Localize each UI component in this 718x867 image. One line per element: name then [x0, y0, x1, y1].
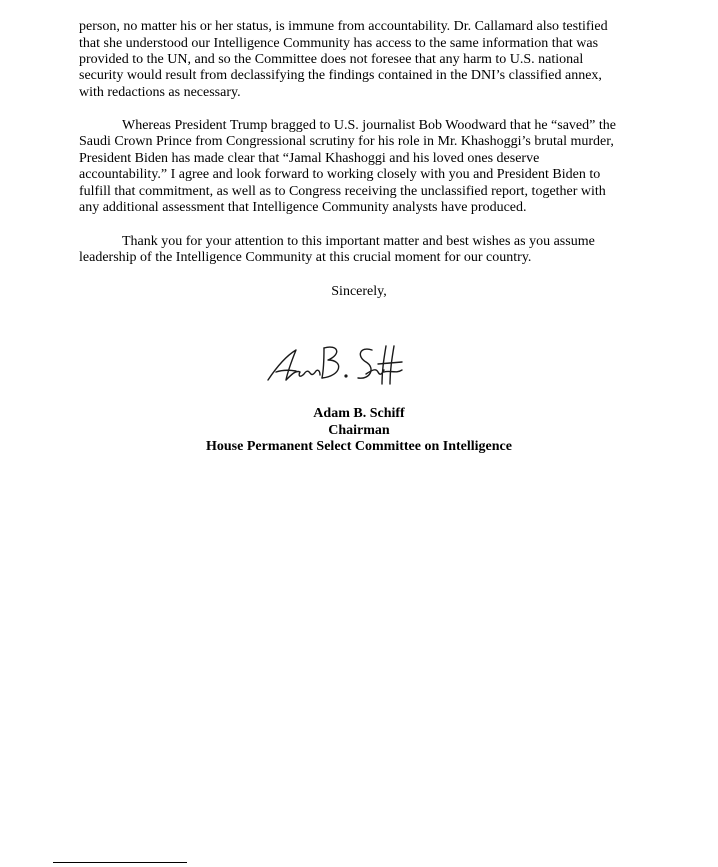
paragraph-1-line-3: provided to the UN, and so the Committee does not foresee that any harm to U.S. national	[79, 52, 584, 67]
paragraph-3-line-1: Thank you for your attention to this important matter and best wishes as you assume	[122, 234, 595, 249]
paragraph-1-line-4: security would result from declassifying the findings contained in the DNI’s classified annex,	[79, 68, 602, 83]
handwritten-signature	[262, 340, 412, 390]
paragraph-1-line-1: person, no matter his or her status, is immune from accountability. Dr. Callamard also testified	[79, 19, 608, 34]
paragraph-2-line-3: President Biden has made clear that “Jamal Khashoggi and his loved ones deserve	[79, 151, 540, 166]
paragraph-1-line-2: that she understood our Intelligence Community has access to the same information that was	[79, 36, 599, 51]
paragraph-2-line-5: fulfill that commitment, as well as to Congress receiving the unclassified report, together with	[79, 184, 606, 199]
closing: Sincerely,	[331, 284, 387, 299]
paragraph-2-line-2: Saudi Crown Prince from Congressional scrutiny for his role in Mr. Khashoggi’s brutal murder,	[79, 134, 614, 149]
signatory-name: Adam B. Schiff	[313, 406, 405, 421]
paragraph-2-line-4: accountability.” I agree and look forward to working closely with you and President Biden to	[79, 167, 601, 182]
paragraph-3-line-2: leadership of the Intelligence Community at this crucial moment for our country.	[79, 250, 532, 265]
footnote-separator	[53, 862, 187, 863]
signatory-title: Chairman	[328, 423, 390, 438]
paragraph-1-line-5: with redactions as necessary.	[79, 85, 241, 100]
signatory-organization: House Permanent Select Committee on Intelligence	[206, 439, 512, 454]
paragraph-2-line-6: any additional assessment that Intelligence Community analysts have produced.	[79, 200, 527, 215]
paragraph-2-line-1: Whereas President Trump bragged to U.S. journalist Bob Woodward that he “saved” the	[122, 118, 616, 133]
